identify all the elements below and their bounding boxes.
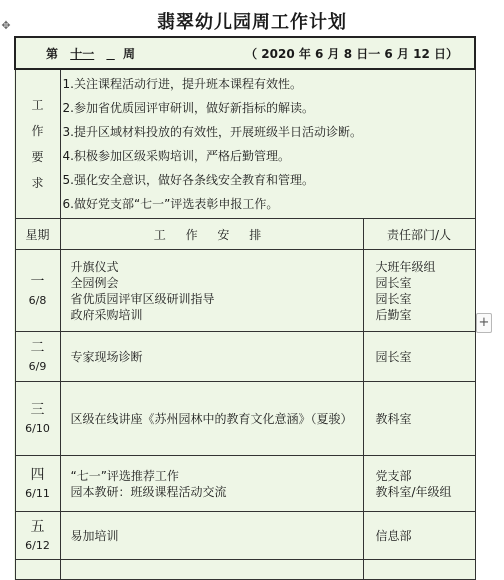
week-label xyxy=(46,45,135,62)
dept-cell xyxy=(363,512,475,560)
task-line: 区级在线讲座《苏州园林中的教育文化意涵》（夏骏） xyxy=(70,411,353,426)
dept-line: 教科室/年级组 xyxy=(375,484,452,499)
column-header-arrangement: 工 作 安 排 xyxy=(60,219,363,250)
week-suffix: 周 xyxy=(122,46,135,61)
day-cell xyxy=(15,332,60,382)
table-row xyxy=(15,456,475,512)
dept-cell xyxy=(363,560,475,580)
dept-cell xyxy=(363,382,475,456)
requirements-list xyxy=(60,69,475,219)
day-name: 三 xyxy=(30,401,45,418)
dept-line: 后勤室 xyxy=(375,307,412,322)
week-number: 十一 xyxy=(70,46,95,61)
dept-cell xyxy=(363,250,475,332)
table-row xyxy=(15,382,475,456)
table-row xyxy=(15,512,475,560)
week-row xyxy=(15,37,475,69)
task-line: 升旗仪式 xyxy=(70,259,119,274)
task-cell xyxy=(60,512,363,560)
table-move-handle-icon[interactable]: ✥ xyxy=(1,19,11,32)
day-cell xyxy=(15,512,60,560)
dept-line: 党支部 xyxy=(375,468,412,483)
dept-line: 大班年级组 xyxy=(375,259,436,274)
req-label-char: 要 xyxy=(31,150,44,164)
day-name: 二 xyxy=(30,339,45,356)
task-cell xyxy=(60,382,363,456)
table-row xyxy=(15,560,475,580)
dept-line: 园长室 xyxy=(375,275,412,290)
dept-line: 园长室 xyxy=(375,291,412,306)
day-date: 6/9 xyxy=(28,359,47,373)
task-line: 园本教研：班级课程活动交流 xyxy=(70,484,227,499)
requirement-item: 4.积极参加区级采购培训，严格后勤管理。 xyxy=(62,149,290,163)
requirement-item: 1.关注课程活动行进，提升班本课程有效性。 xyxy=(62,77,302,91)
dept-line: 信息部 xyxy=(375,528,412,543)
task-cell xyxy=(60,332,363,382)
requirement-item: 2.参加省优质园评审研训，做好新指标的解读。 xyxy=(62,101,314,115)
day-cell xyxy=(15,560,60,580)
dept-line: 园长室 xyxy=(375,349,412,364)
task-cell xyxy=(60,456,363,512)
day-date: 6/11 xyxy=(25,486,50,500)
task-line: 全园例会 xyxy=(70,275,119,290)
req-label-char: 工 xyxy=(31,98,44,112)
weekly-plan-table xyxy=(14,36,476,580)
requirement-item: 5.强化安全意识，做好各条线安全教育和管理。 xyxy=(62,173,314,187)
task-cell xyxy=(60,250,363,332)
task-cell xyxy=(60,560,363,580)
requirement-item: 6.做好党支部“七一”评选表彰申报工作。 xyxy=(62,197,279,211)
week-cell xyxy=(15,37,475,69)
day-cell xyxy=(15,250,60,332)
task-line: 专家现场诊断 xyxy=(70,349,143,364)
req-label-char: 求 xyxy=(31,176,44,190)
day-date: 6/12 xyxy=(25,538,50,552)
column-header-row xyxy=(15,219,475,250)
table-row xyxy=(15,332,475,382)
day-name: 一 xyxy=(30,273,45,290)
day-cell xyxy=(15,456,60,512)
task-line: 易加培训 xyxy=(70,528,119,543)
dept-line: 教科室 xyxy=(375,411,412,426)
column-header-dept: 责任部门/人 xyxy=(363,219,475,250)
day-name: 五 xyxy=(30,518,45,535)
task-line: 省优质园评审区级研训指导 xyxy=(70,291,215,306)
table-row xyxy=(15,250,475,332)
day-cell xyxy=(15,382,60,456)
task-line: “七一”评选推荐工作 xyxy=(70,468,179,483)
day-date: 6/8 xyxy=(28,293,47,307)
req-label-char: 作 xyxy=(31,124,44,138)
task-line: 政府采购培训 xyxy=(70,307,143,322)
day-name: 四 xyxy=(30,466,45,483)
requirements-label xyxy=(15,69,60,219)
page-title: 翡翠幼儿园周工作计划 xyxy=(157,12,347,33)
add-column-icon[interactable]: + xyxy=(476,313,492,333)
requirement-item: 3.提升区域材料投放的有效性，开展班级半日活动诊断。 xyxy=(62,125,362,139)
dept-cell xyxy=(363,456,475,512)
column-header-day: 星期 xyxy=(15,219,60,250)
week-prefix: 第 xyxy=(46,46,59,61)
dept-cell xyxy=(363,332,475,382)
week-date-range: （ 2020 年 6 月 8 日一 6 月 12 日） xyxy=(245,46,459,61)
day-date: 6/10 xyxy=(25,421,50,435)
requirements-row xyxy=(15,69,475,219)
